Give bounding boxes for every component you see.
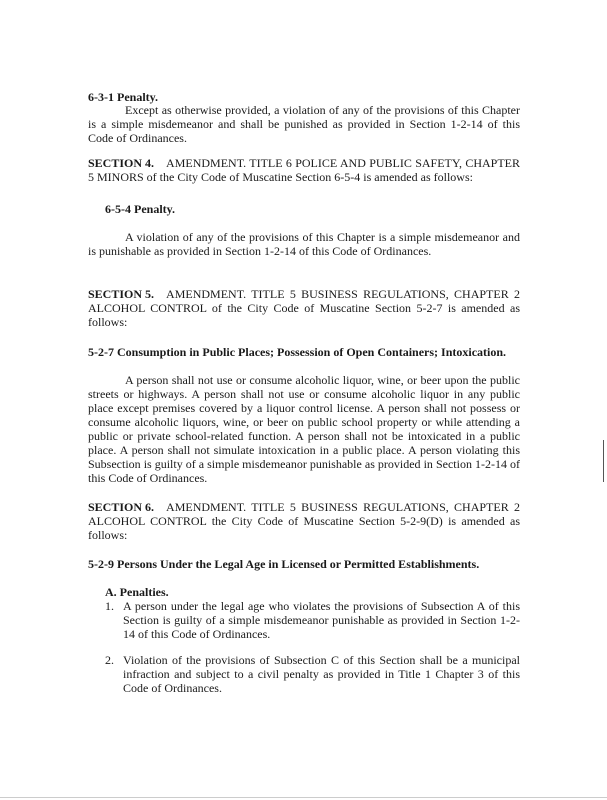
text-line: Violation of the provisions of Subsection C of this Section shall be a municipal	[123, 653, 520, 667]
text-line: consume alcoholic liquors, wine, or beer on public school property or while attending a	[88, 415, 520, 429]
heading-text: 5-2-9 Persons Under the Legal Age in Licensed or Permitted Establishments.	[88, 557, 480, 571]
section-text: AMENDMENT. TITLE 6 POLICE AND PUBLIC SAFETY, CHAPTER	[166, 156, 520, 170]
text-line: Subsection is guilty of a simple misdemeanor punishable as provided in Section 1-2-14 of	[88, 457, 520, 471]
list-number: 2.	[105, 653, 114, 667]
section-label: SECTION 5.	[88, 287, 155, 301]
section-text: AMENDMENT. TITLE 5 BUSINESS REGULATIONS, CHAPTER 2	[166, 287, 520, 301]
text-line: Section is guilty of a simple misdemeanor punishable as provided in Section 1-2-	[123, 613, 520, 627]
text-line: 5 MINORS of the City Code of Muscatine Section 6-5-4 is amended as follows:	[88, 170, 473, 184]
section-4	[88, 156, 520, 184]
heading-5-2-9	[88, 557, 520, 571]
page-bottom-edge	[0, 797, 607, 798]
text-line	[88, 156, 520, 170]
heading-5-2-7	[88, 345, 520, 359]
paragraph-6-5-4	[88, 230, 520, 258]
section-label: SECTION 6.	[88, 500, 155, 514]
heading-text: A. Penalties.	[105, 585, 169, 599]
text-line: Code of Ordinances.	[123, 681, 222, 695]
list-number: 1.	[105, 599, 114, 613]
text-line: place except premises covered by a liquor control license. A person shall not possess or	[88, 401, 520, 415]
text-line: is a simple misdemeanor and shall be punished as provided in Section 1-2-14 of this	[88, 117, 520, 131]
text-line: this Code of Ordinances.	[88, 471, 208, 485]
scan-artifact-line	[603, 440, 604, 482]
heading-text: 5-2-7 Consumption in Public Places; Possession of Open Containers; Intoxication.	[88, 345, 507, 359]
text-line: Code of Ordinances.	[88, 131, 187, 145]
text-line: public or private school-related function. A person shall not be intoxicated in a public	[88, 429, 520, 443]
heading-6-3-1	[88, 90, 520, 104]
list-item-2	[105, 653, 520, 695]
text-line: ALCOHOL CONTROL of the City Code of Muscatine Section 5-2-7 is amended as	[88, 301, 520, 315]
text-line: A violation of any of the provisions of this Chapter is a simple misdemeanor and	[125, 230, 520, 244]
text-line: follows:	[88, 315, 128, 329]
heading-6-5-4	[105, 202, 520, 216]
list-item-1	[105, 599, 520, 641]
paragraph-5-2-7	[88, 373, 520, 485]
text-line: A person under the legal age who violates the provisions of Subsection A of this	[123, 599, 520, 613]
text-line: is punishable as provided in Section 1-2-14 of this Code of Ordinances.	[88, 244, 432, 258]
heading-text: 6-5-4 Penalty.	[105, 202, 175, 216]
text-line: place. A person shall not simulate intoxication in a public place. A person violating this	[88, 443, 520, 457]
paragraph-6-3-1	[88, 103, 520, 145]
text-line	[88, 287, 520, 301]
subheading-penalties	[105, 585, 520, 599]
heading-text: 6-3-1 Penalty.	[88, 90, 158, 104]
text-line: follows:	[88, 528, 128, 542]
text-line: infraction and subject to a civil penalty as provided in Title 1 Chapter 3 of this	[123, 667, 520, 681]
text-line: ALCOHOL CONTROL the City Code of Muscatine Section 5-2-9(D) is amended as	[88, 514, 520, 528]
text-line: streets or highways. A person shall not use or consume alcoholic liquor in any public	[88, 387, 520, 401]
section-text: AMENDMENT. TITLE 5 BUSINESS REGULATIONS, CHAPTER 2	[166, 500, 520, 514]
section-label: SECTION 4.	[88, 156, 155, 170]
text-line: Except as otherwise provided, a violation of any of the provisions of this Chapter	[125, 103, 520, 117]
text-line: 14 of this Code of Ordinances.	[123, 627, 271, 641]
section-5	[88, 287, 520, 329]
text-line	[88, 500, 520, 514]
text-line: A person shall not use or consume alcoholic liquor, wine, or beer upon the public	[125, 373, 520, 387]
section-6	[88, 500, 520, 542]
